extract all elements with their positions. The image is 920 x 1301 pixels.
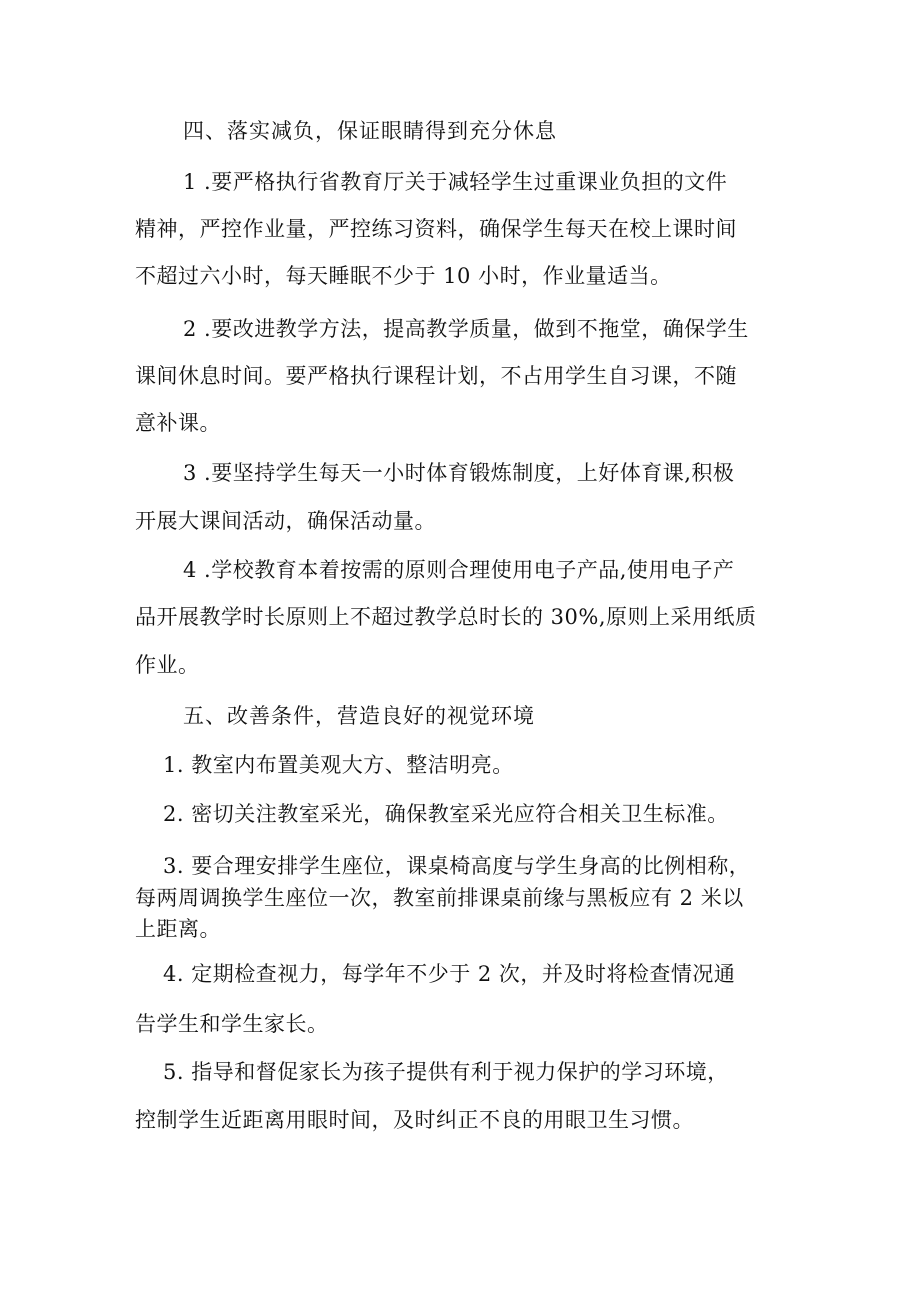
paragraph-line: 精神，严控作业量，严控练习资料，确保学生每天在校上课时间	[135, 217, 737, 241]
paragraph-line: 5. 指导和督促家长为孩子提供有利于视力保护的学习环境，	[163, 1060, 729, 1084]
paragraph-line: 上距离。	[135, 917, 221, 941]
paragraph-line: 控制学生近距离用眼时间，及时纠正不良的用眼卫生习惯。	[135, 1108, 694, 1132]
paragraph-line: 4 .学校教育本着按需的原则合理使用电子产品,使用电子产	[183, 558, 735, 582]
paragraph-line: 课间休息时间。要严格执行课程计划，不占用学生自习课，不随	[135, 364, 737, 388]
paragraph-line: 1. 教室内布置美观大方、整洁明亮。	[163, 753, 514, 777]
paragraph-line: 1 .要严格执行省教育厅关于减轻学生过重课业负担的文件	[183, 170, 728, 194]
paragraph-line: 不超过六小时，每天睡眠不少于 10 小时，作业量适当。	[135, 264, 672, 288]
paragraph-line: 每两周调换学生座位一次，教室前排课桌前缘与黑板应有 2 米以	[135, 886, 744, 910]
paragraph-line: 告学生和学生家长。	[135, 1012, 329, 1036]
paragraph-line: 开展大课间活动，确保活动量。	[135, 509, 436, 533]
paragraph-line: 品开展教学时长原则上不超过教学总时长的 30%,原则上采用纸质	[135, 605, 757, 629]
paragraph-line: 作业。	[135, 653, 200, 677]
paragraph-line: 3 .要坚持学生每天一小时体育锻炼制度，上好体育课,积极	[183, 461, 735, 485]
paragraph-line: 2 .要改进教学方法，提高教学质量，做到不拖堂，确保学生	[183, 317, 749, 341]
paragraph-line: 意补课。	[135, 411, 221, 435]
paragraph-line: 3. 要合理安排学生座位，课桌椅高度与学生身高的比例相称，	[163, 854, 751, 878]
paragraph-line: 2. 密切关注教室采光，确保教室采光应符合相关卫生标准。	[163, 802, 729, 826]
paragraph-line: 4. 定期检查视力，每学年不少于 2 次，并及时将检查情况通	[163, 962, 736, 986]
section-4-heading: 四、落实减负，保证眼睛得到充分休息	[183, 119, 557, 143]
section-5-heading: 五、改善条件，营造良好的视觉环境	[183, 704, 535, 728]
